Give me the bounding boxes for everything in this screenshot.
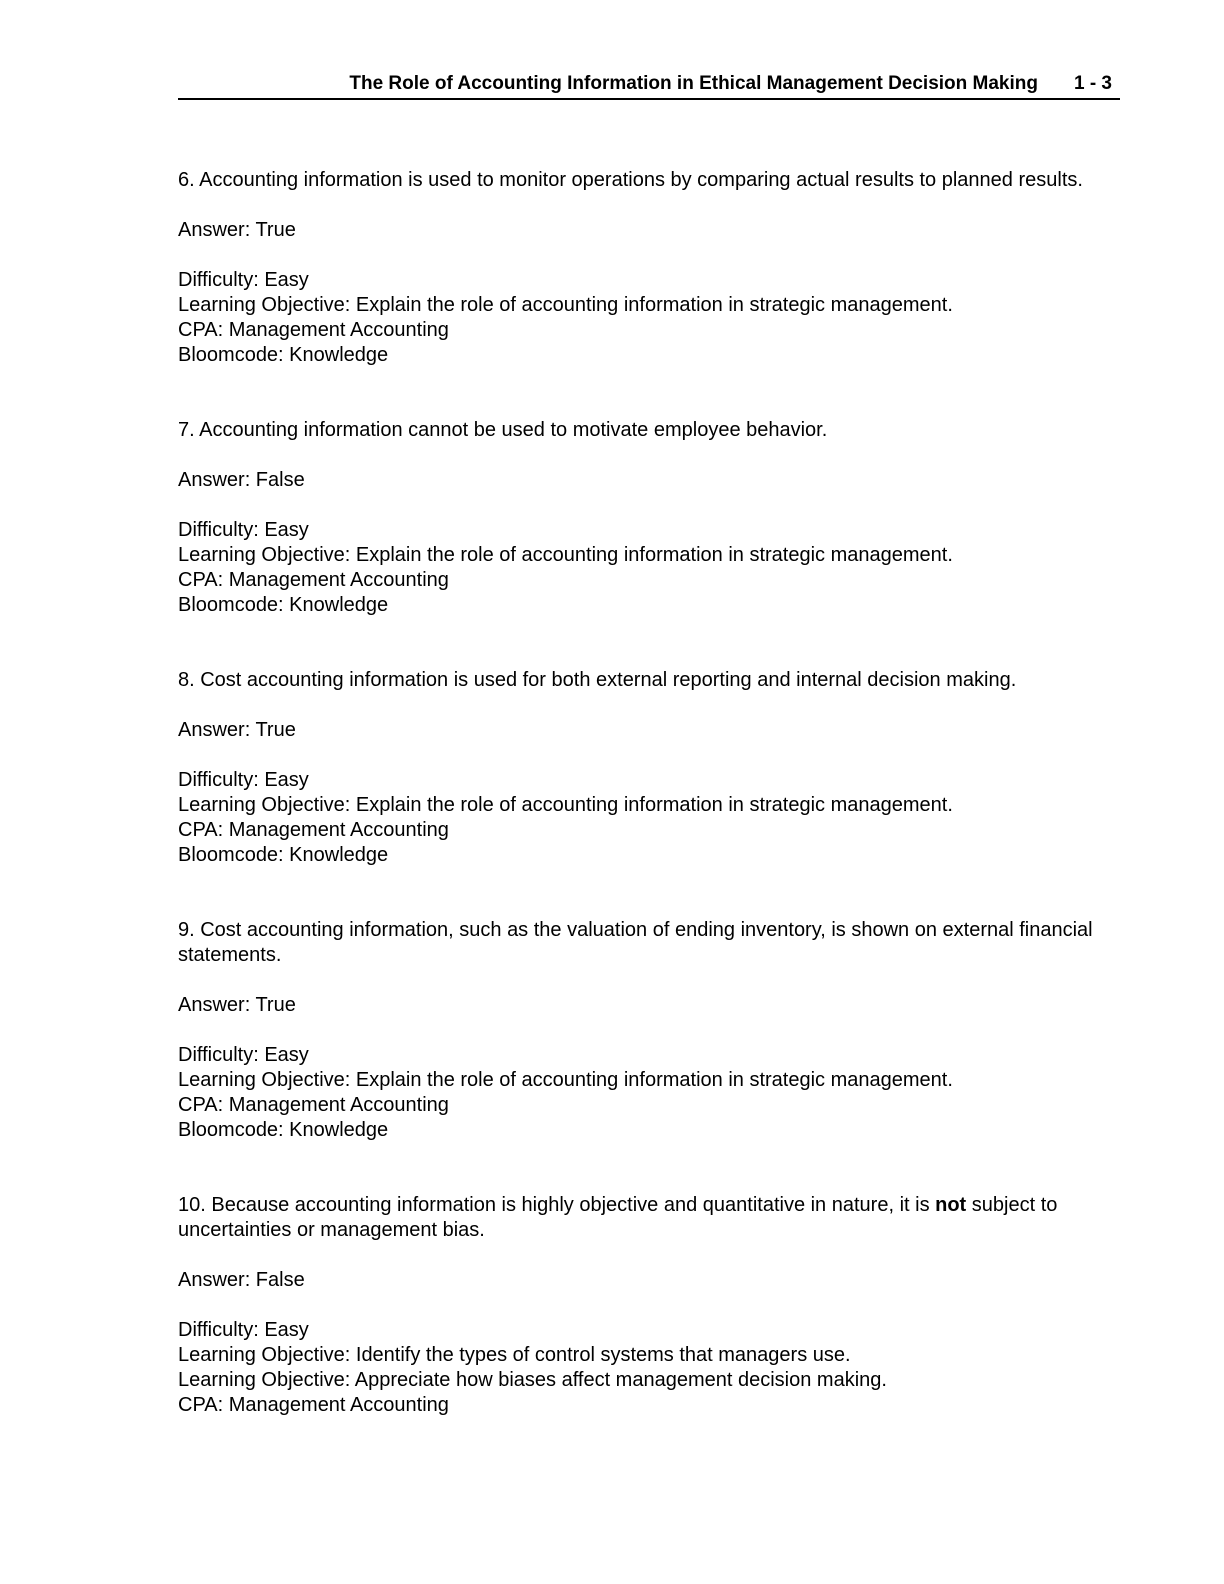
running-title: The Role of Accounting Information in Ethical Management Decision Making [349, 73, 1038, 94]
learning-objective: Learning Objective: Explain the role of accounting information in strategic management. [178, 544, 953, 566]
learning-objective: Learning Objective: Explain the role of accounting information in strategic management. [178, 794, 953, 816]
emphasis-not: not [935, 1194, 967, 1216]
cpa: CPA: Management Accounting [178, 819, 449, 841]
question-item [178, 168, 1148, 368]
question-text-end: subject to uncertainties or management bias. [178, 1194, 1058, 1241]
question-list [178, 168, 1148, 1428]
cpa: CPA: Management Accounting [178, 319, 449, 341]
answer: Answer: True [178, 219, 296, 241]
cpa: CPA: Management Accounting [178, 569, 449, 591]
difficulty: Difficulty: Easy [178, 1044, 309, 1066]
bloomcode: Bloomcode: Knowledge [178, 344, 389, 366]
bloomcode: Bloomcode: Knowledge [178, 594, 389, 616]
difficulty: Difficulty: Easy [178, 519, 309, 541]
difficulty: Difficulty: Easy [178, 1319, 309, 1341]
question-text [178, 1193, 1143, 1243]
bloomcode: Bloomcode: Knowledge [178, 844, 389, 866]
answer: Answer: False [178, 469, 305, 491]
question-item [178, 918, 1148, 1143]
learning-objective: Learning Objective: Identify the types of control systems that managers use. [178, 1344, 851, 1366]
bloomcode: Bloomcode: Knowledge [178, 1119, 389, 1141]
answer: Answer: True [178, 994, 296, 1016]
difficulty: Difficulty: Easy [178, 769, 309, 791]
question-item [178, 418, 1148, 618]
question-item [178, 1193, 1148, 1418]
question-text-start: 10. Because accounting information is highly objective and quantitative in nature, it is [178, 1194, 936, 1216]
answer: Answer: True [178, 719, 296, 741]
question-item [178, 668, 1148, 868]
cpa: CPA: Management Accounting [178, 1094, 449, 1116]
question-text: 7. Accounting information cannot be used to motivate employee behavior. [178, 419, 828, 441]
learning-objective: Learning Objective: Explain the role of accounting information in strategic management. [178, 294, 953, 316]
learning-objective: Learning Objective: Appreciate how biases affect management decision making. [178, 1369, 887, 1391]
answer: Answer: False [178, 1269, 305, 1291]
difficulty: Difficulty: Easy [178, 269, 309, 291]
question-text: 6. Accounting information is used to monitor operations by comparing actual results to planned results. [178, 169, 1083, 191]
cpa: CPA: Management Accounting [178, 1394, 449, 1416]
question-text: 8. Cost accounting information is used for both external reporting and internal decision making. [178, 669, 1017, 691]
question-text: 9. Cost accounting information, such as the valuation of ending inventory, is shown on external financial statements. [178, 919, 1093, 966]
page-number: 1 - 3 [1073, 73, 1112, 94]
learning-objective: Learning Objective: Explain the role of accounting information in strategic management. [178, 1069, 953, 1091]
